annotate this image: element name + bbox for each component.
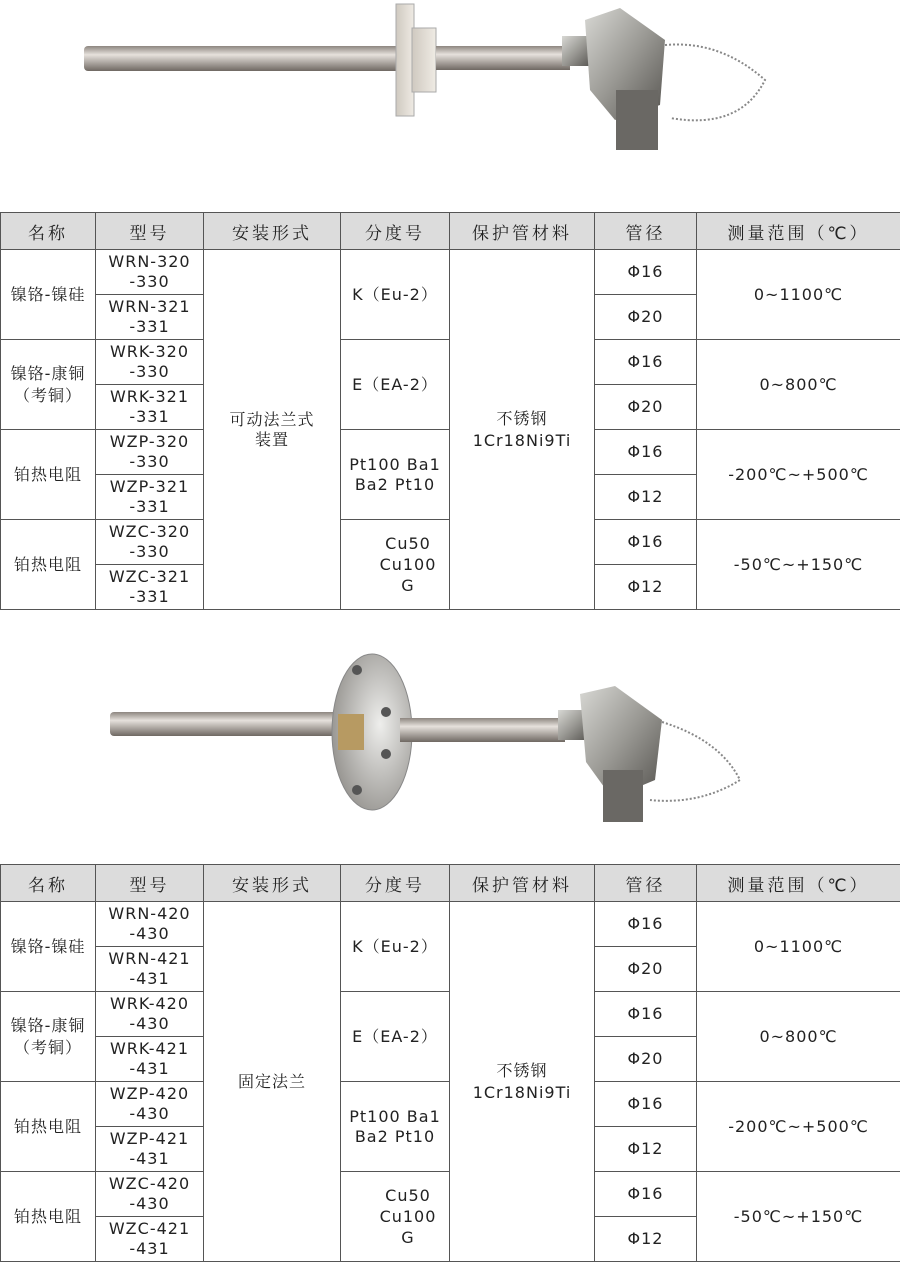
grade-cell: E（EA-2）	[341, 340, 450, 430]
range-cell: -200℃~+500℃	[697, 1082, 900, 1172]
model-cell: WZP-421 -431	[96, 1127, 204, 1172]
grade-cell: Pt100 Ba1 Ba2 Pt10	[341, 1082, 450, 1172]
model-cell: WZC-421 -431	[96, 1217, 204, 1262]
grade-cell: K（Eu-2）	[341, 902, 450, 992]
range-cell: 0~800℃	[697, 340, 900, 430]
diameter-cell: Φ16	[595, 520, 697, 565]
col-header-material: 保护管材料	[450, 213, 595, 250]
model-cell: WRK-421 -431	[96, 1037, 204, 1082]
diameter-cell: Φ16	[595, 1082, 697, 1127]
col-header-name: 名称	[1, 213, 96, 250]
sensor-name: 铂热电阻	[1, 520, 96, 610]
diameter-cell: Φ20	[595, 385, 697, 430]
model-cell: WRK-420 -430	[96, 992, 204, 1037]
col-header-range: 测量范围（℃）	[697, 865, 900, 902]
table-row	[1, 902, 900, 947]
material-cell: 不锈钢 1Cr18Ni9Ti	[450, 250, 595, 610]
range-cell: -50℃~+150℃	[697, 520, 900, 610]
grade-cell: Cu50 Cu100 G	[341, 520, 450, 610]
model-cell: WRK-321 -331	[96, 385, 204, 430]
spec-table-1	[0, 212, 900, 610]
col-header-name: 名称	[1, 865, 96, 902]
model-cell: WRN-420 -430	[96, 902, 204, 947]
col-header-model: 型号	[96, 865, 204, 902]
material-cell: 不锈钢 1Cr18Ni9Ti	[450, 902, 595, 1262]
grade-cell: Pt100 Ba1 Ba2 Pt10	[341, 430, 450, 520]
col-header-grade: 分度号	[341, 213, 450, 250]
sensor-name: 镍铬-康铜 （考铜）	[1, 340, 96, 430]
range-cell: 0~1100℃	[697, 902, 900, 992]
model-cell: WRN-320 -330	[96, 250, 204, 295]
col-header-model: 型号	[96, 213, 204, 250]
grade-cell: E（EA-2）	[341, 992, 450, 1082]
model-cell: WZC-420 -430	[96, 1172, 204, 1217]
sensor-name: 铂热电阻	[1, 1172, 96, 1262]
table-header-row	[1, 865, 900, 902]
diameter-cell: Φ12	[595, 565, 697, 610]
diameter-cell: Φ20	[595, 947, 697, 992]
model-cell: WRN-321 -331	[96, 295, 204, 340]
col-header-material: 保护管材料	[450, 865, 595, 902]
range-cell: 0~1100℃	[697, 250, 900, 340]
range-cell: -200℃~+500℃	[697, 430, 900, 520]
model-cell: WZP-320 -330	[96, 430, 204, 475]
sensor-name: 镍铬-镍硅	[1, 902, 96, 992]
col-header-install: 安装形式	[204, 213, 341, 250]
sensor-name: 铂热电阻	[1, 1082, 96, 1172]
product-photo-fixed-flange	[0, 630, 900, 855]
diameter-cell: Φ12	[595, 1127, 697, 1172]
model-cell: WZC-320 -330	[96, 520, 204, 565]
sensor-name: 铂热电阻	[1, 430, 96, 520]
model-cell: WZP-420 -430	[96, 1082, 204, 1127]
diameter-cell: Φ12	[595, 1217, 697, 1262]
range-cell: -50℃~+150℃	[697, 1172, 900, 1262]
product-photo-movable-flange	[0, 0, 900, 200]
diameter-cell: Φ16	[595, 340, 697, 385]
model-cell: WZP-321 -331	[96, 475, 204, 520]
install-type: 固定法兰	[204, 902, 341, 1262]
model-cell: WZC-321 -331	[96, 565, 204, 610]
col-header-grade: 分度号	[341, 865, 450, 902]
col-header-diameter: 管径	[595, 865, 697, 902]
model-cell: WRN-421 -431	[96, 947, 204, 992]
diameter-cell: Φ16	[595, 992, 697, 1037]
install-type: 可动法兰式 装置	[204, 250, 341, 610]
col-header-diameter: 管径	[595, 213, 697, 250]
table-header-row	[1, 213, 900, 250]
diameter-cell: Φ12	[595, 475, 697, 520]
table-row	[1, 250, 900, 295]
model-cell: WRK-320 -330	[96, 340, 204, 385]
diameter-cell: Φ20	[595, 1037, 697, 1082]
sensor-name: 镍铬-镍硅	[1, 250, 96, 340]
diameter-cell: Φ16	[595, 1172, 697, 1217]
col-header-install: 安装形式	[204, 865, 341, 902]
spec-table-2	[0, 864, 900, 1262]
diameter-cell: Φ16	[595, 430, 697, 475]
grade-cell: Cu50 Cu100 G	[341, 1172, 450, 1262]
grade-cell: K（Eu-2）	[341, 250, 450, 340]
col-header-range: 测量范围（℃）	[697, 213, 900, 250]
sensor-name: 镍铬-康铜 （考铜）	[1, 992, 96, 1082]
diameter-cell: Φ16	[595, 902, 697, 947]
range-cell: 0~800℃	[697, 992, 900, 1082]
diameter-cell: Φ20	[595, 295, 697, 340]
diameter-cell: Φ16	[595, 250, 697, 295]
